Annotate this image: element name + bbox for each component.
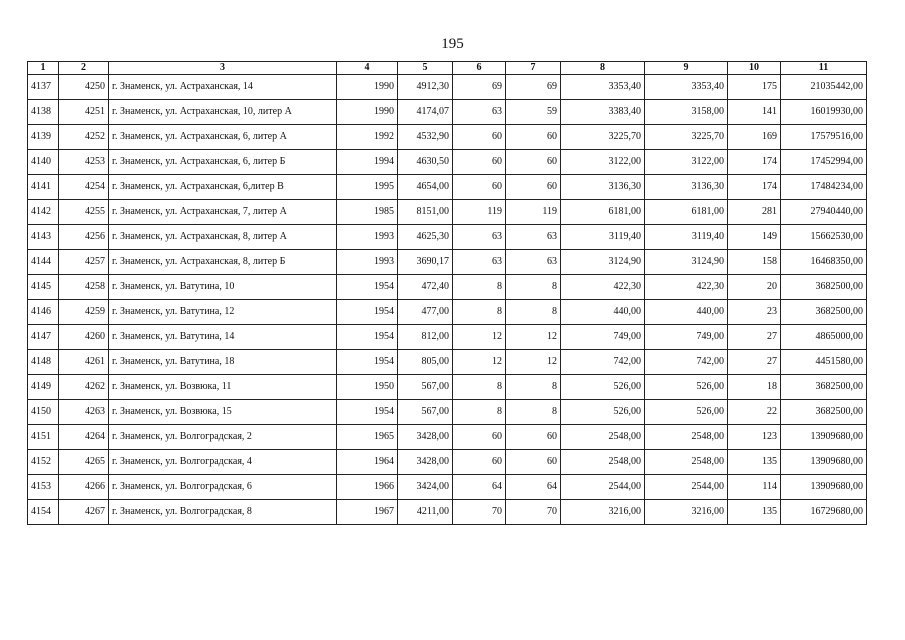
col10-cell: 141 — [728, 100, 781, 125]
page-number: 195 — [441, 36, 464, 52]
col6-cell: 8 — [453, 275, 506, 300]
row-index-cell: 4150 — [28, 400, 59, 425]
col7-cell: 12 — [506, 325, 561, 350]
total-area-cell: 567,00 — [398, 375, 453, 400]
row-index-cell: 4152 — [28, 450, 59, 475]
col10-cell: 174 — [728, 150, 781, 175]
total-area-cell: 4174,07 — [398, 100, 453, 125]
row-index-cell: 4141 — [28, 175, 59, 200]
total-area-cell: 4630,50 — [398, 150, 453, 175]
col6-cell: 60 — [453, 450, 506, 475]
total-area-cell: 812,00 — [398, 325, 453, 350]
year-cell: 1995 — [337, 175, 398, 200]
total-area-cell: 4211,00 — [398, 500, 453, 525]
address-cell: г. Знаменск, ул. Астраханская, 6, литер Б — [109, 150, 337, 175]
col8-cell: 3122,00 — [561, 150, 645, 175]
col6-cell: 12 — [453, 325, 506, 350]
table-row — [28, 100, 867, 125]
col8-cell: 526,00 — [561, 400, 645, 425]
address-cell: г. Знаменск, ул. Астраханская, 14 — [109, 75, 337, 100]
object-id-cell: 4257 — [59, 250, 109, 275]
total-area-cell: 805,00 — [398, 350, 453, 375]
col10-cell: 135 — [728, 450, 781, 475]
col7-cell: 12 — [506, 350, 561, 375]
col6-cell: 70 — [453, 500, 506, 525]
table-row — [28, 75, 867, 100]
row-index-cell: 4138 — [28, 100, 59, 125]
col7-cell: 63 — [506, 225, 561, 250]
col6-cell: 119 — [453, 200, 506, 225]
row-index-cell: 4148 — [28, 350, 59, 375]
column-header: 10 — [728, 62, 781, 75]
total-area-cell: 4912,30 — [398, 75, 453, 100]
year-cell: 1954 — [337, 275, 398, 300]
column-header: 3 — [109, 62, 337, 75]
col7-cell: 119 — [506, 200, 561, 225]
total-area-cell: 477,00 — [398, 300, 453, 325]
col6-cell: 8 — [453, 300, 506, 325]
object-id-cell: 4253 — [59, 150, 109, 175]
year-cell: 1954 — [337, 350, 398, 375]
year-cell: 1990 — [337, 100, 398, 125]
object-id-cell: 4251 — [59, 100, 109, 125]
col9-cell: 3119,40 — [645, 225, 728, 250]
row-index-cell: 4137 — [28, 75, 59, 100]
address-cell: г. Знаменск, ул. Ватутина, 14 — [109, 325, 337, 350]
year-cell: 1994 — [337, 150, 398, 175]
col8-cell: 3353,40 — [561, 75, 645, 100]
cost-cell: 3682500,00 — [781, 400, 867, 425]
address-cell: г. Знаменск, ул. Возвюка, 11 — [109, 375, 337, 400]
total-area-cell: 8151,00 — [398, 200, 453, 225]
cost-cell: 3682500,00 — [781, 375, 867, 400]
table-row — [28, 250, 867, 275]
col7-cell: 60 — [506, 150, 561, 175]
col8-cell: 2548,00 — [561, 425, 645, 450]
col10-cell: 22 — [728, 400, 781, 425]
col7-cell: 60 — [506, 450, 561, 475]
col6-cell: 60 — [453, 150, 506, 175]
table-row — [28, 350, 867, 375]
col7-cell: 69 — [506, 75, 561, 100]
column-header: 4 — [337, 62, 398, 75]
cost-cell: 4451580,00 — [781, 350, 867, 375]
row-index-cell: 4151 — [28, 425, 59, 450]
col9-cell: 749,00 — [645, 325, 728, 350]
object-id-cell: 4259 — [59, 300, 109, 325]
col6-cell: 12 — [453, 350, 506, 375]
col8-cell: 422,30 — [561, 275, 645, 300]
col6-cell: 60 — [453, 425, 506, 450]
year-cell: 1985 — [337, 200, 398, 225]
housing-registry-table — [27, 61, 867, 525]
column-header: 1 — [28, 62, 59, 75]
address-cell: г. Знаменск, ул. Волгоградская, 4 — [109, 450, 337, 475]
total-area-cell: 567,00 — [398, 400, 453, 425]
address-cell: г. Знаменск, ул. Астраханская, 8, литер Б — [109, 250, 337, 275]
table-row — [28, 400, 867, 425]
col9-cell: 422,30 — [645, 275, 728, 300]
col8-cell: 3216,00 — [561, 500, 645, 525]
column-header: 2 — [59, 62, 109, 75]
col8-cell: 742,00 — [561, 350, 645, 375]
row-index-cell: 4154 — [28, 500, 59, 525]
year-cell: 1965 — [337, 425, 398, 450]
object-id-cell: 4267 — [59, 500, 109, 525]
object-id-cell: 4264 — [59, 425, 109, 450]
table-row — [28, 375, 867, 400]
year-cell: 1993 — [337, 250, 398, 275]
cost-cell: 3682500,00 — [781, 300, 867, 325]
year-cell: 1993 — [337, 225, 398, 250]
object-id-cell: 4258 — [59, 275, 109, 300]
object-id-cell: 4266 — [59, 475, 109, 500]
cost-cell: 3682500,00 — [781, 275, 867, 300]
total-area-cell: 3428,00 — [398, 450, 453, 475]
col8-cell: 749,00 — [561, 325, 645, 350]
object-id-cell: 4260 — [59, 325, 109, 350]
object-id-cell: 4252 — [59, 125, 109, 150]
col6-cell: 8 — [453, 400, 506, 425]
col10-cell: 114 — [728, 475, 781, 500]
total-area-cell: 3690,17 — [398, 250, 453, 275]
object-id-cell: 4254 — [59, 175, 109, 200]
object-id-cell: 4262 — [59, 375, 109, 400]
col7-cell: 60 — [506, 125, 561, 150]
row-index-cell: 4153 — [28, 475, 59, 500]
total-area-cell: 3424,00 — [398, 475, 453, 500]
col9-cell: 3158,00 — [645, 100, 728, 125]
year-cell: 1990 — [337, 75, 398, 100]
col9-cell: 3353,40 — [645, 75, 728, 100]
table-row — [28, 175, 867, 200]
cost-cell: 27940440,00 — [781, 200, 867, 225]
cost-cell: 16468350,00 — [781, 250, 867, 275]
year-cell: 1954 — [337, 400, 398, 425]
col10-cell: 123 — [728, 425, 781, 450]
address-cell: г. Знаменск, ул. Астраханская, 6,литер В — [109, 175, 337, 200]
address-cell: г. Знаменск, ул. Ватутина, 18 — [109, 350, 337, 375]
row-index-cell: 4149 — [28, 375, 59, 400]
col7-cell: 63 — [506, 250, 561, 275]
col9-cell: 3122,00 — [645, 150, 728, 175]
col7-cell: 70 — [506, 500, 561, 525]
object-id-cell: 4263 — [59, 400, 109, 425]
table-row — [28, 125, 867, 150]
table-row — [28, 425, 867, 450]
col10-cell: 23 — [728, 300, 781, 325]
col8-cell: 440,00 — [561, 300, 645, 325]
col9-cell: 2548,00 — [645, 425, 728, 450]
address-cell: г. Знаменск, ул. Ватутина, 12 — [109, 300, 337, 325]
col8-cell: 3119,40 — [561, 225, 645, 250]
object-id-cell: 4250 — [59, 75, 109, 100]
object-id-cell: 4265 — [59, 450, 109, 475]
col10-cell: 135 — [728, 500, 781, 525]
col10-cell: 169 — [728, 125, 781, 150]
column-header: 9 — [645, 62, 728, 75]
col7-cell: 60 — [506, 175, 561, 200]
col6-cell: 60 — [453, 175, 506, 200]
col9-cell: 526,00 — [645, 375, 728, 400]
col8-cell: 2544,00 — [561, 475, 645, 500]
col9-cell: 3216,00 — [645, 500, 728, 525]
row-index-cell: 4144 — [28, 250, 59, 275]
cost-cell: 15662530,00 — [781, 225, 867, 250]
col9-cell: 526,00 — [645, 400, 728, 425]
header-row — [28, 62, 867, 75]
table-row — [28, 475, 867, 500]
col10-cell: 27 — [728, 325, 781, 350]
year-cell: 1967 — [337, 500, 398, 525]
table-row — [28, 225, 867, 250]
col6-cell: 60 — [453, 125, 506, 150]
column-header: 5 — [398, 62, 453, 75]
year-cell: 1992 — [337, 125, 398, 150]
col9-cell: 2544,00 — [645, 475, 728, 500]
address-cell: г. Знаменск, ул. Волгоградская, 8 — [109, 500, 337, 525]
col10-cell: 158 — [728, 250, 781, 275]
total-area-cell: 3428,00 — [398, 425, 453, 450]
row-index-cell: 4139 — [28, 125, 59, 150]
table-row — [28, 200, 867, 225]
total-area-cell: 4654,00 — [398, 175, 453, 200]
col7-cell: 8 — [506, 400, 561, 425]
row-index-cell: 4140 — [28, 150, 59, 175]
col6-cell: 64 — [453, 475, 506, 500]
cost-cell: 17452994,00 — [781, 150, 867, 175]
col8-cell: 2548,00 — [561, 450, 645, 475]
col10-cell: 27 — [728, 350, 781, 375]
address-cell: г. Знаменск, ул. Волгоградская, 6 — [109, 475, 337, 500]
column-header: 7 — [506, 62, 561, 75]
row-index-cell: 4146 — [28, 300, 59, 325]
year-cell: 1950 — [337, 375, 398, 400]
col7-cell: 8 — [506, 300, 561, 325]
col8-cell: 3225,70 — [561, 125, 645, 150]
cost-cell: 13909680,00 — [781, 425, 867, 450]
col9-cell: 440,00 — [645, 300, 728, 325]
table-row — [28, 300, 867, 325]
address-cell: г. Знаменск, ул. Астраханская, 8, литер А — [109, 225, 337, 250]
col9-cell: 3225,70 — [645, 125, 728, 150]
col9-cell: 6181,00 — [645, 200, 728, 225]
col6-cell: 69 — [453, 75, 506, 100]
address-cell: г. Знаменск, ул. Ватутина, 10 — [109, 275, 337, 300]
object-id-cell: 4256 — [59, 225, 109, 250]
cost-cell: 13909680,00 — [781, 475, 867, 500]
cost-cell: 13909680,00 — [781, 450, 867, 475]
col9-cell: 3136,30 — [645, 175, 728, 200]
address-cell: г. Знаменск, ул. Астраханская, 7, литер А — [109, 200, 337, 225]
col6-cell: 63 — [453, 100, 506, 125]
col9-cell: 742,00 — [645, 350, 728, 375]
col10-cell: 20 — [728, 275, 781, 300]
col6-cell: 63 — [453, 225, 506, 250]
year-cell: 1966 — [337, 475, 398, 500]
table-row — [28, 500, 867, 525]
object-id-cell: 4261 — [59, 350, 109, 375]
column-header: 11 — [781, 62, 867, 75]
cost-cell: 16729680,00 — [781, 500, 867, 525]
cost-cell: 17579516,00 — [781, 125, 867, 150]
cost-cell: 17484234,00 — [781, 175, 867, 200]
table-row — [28, 325, 867, 350]
table-body — [28, 75, 867, 525]
address-cell: г. Знаменск, ул. Астраханская, 6, литер А — [109, 125, 337, 150]
column-header: 6 — [453, 62, 506, 75]
row-index-cell: 4145 — [28, 275, 59, 300]
total-area-cell: 472,40 — [398, 275, 453, 300]
col9-cell: 2548,00 — [645, 450, 728, 475]
col7-cell: 60 — [506, 425, 561, 450]
col7-cell: 64 — [506, 475, 561, 500]
table-row — [28, 450, 867, 475]
year-cell: 1964 — [337, 450, 398, 475]
col6-cell: 8 — [453, 375, 506, 400]
col7-cell: 59 — [506, 100, 561, 125]
row-index-cell: 4142 — [28, 200, 59, 225]
year-cell: 1954 — [337, 325, 398, 350]
address-cell: г. Знаменск, ул. Астраханская, 10, литер А — [109, 100, 337, 125]
col8-cell: 3383,40 — [561, 100, 645, 125]
col6-cell: 63 — [453, 250, 506, 275]
table-row — [28, 275, 867, 300]
col10-cell: 18 — [728, 375, 781, 400]
col8-cell: 3124,90 — [561, 250, 645, 275]
total-area-cell: 4532,90 — [398, 125, 453, 150]
row-index-cell: 4143 — [28, 225, 59, 250]
col7-cell: 8 — [506, 375, 561, 400]
col8-cell: 6181,00 — [561, 200, 645, 225]
row-index-cell: 4147 — [28, 325, 59, 350]
col7-cell: 8 — [506, 275, 561, 300]
table-row — [28, 150, 867, 175]
column-header: 8 — [561, 62, 645, 75]
object-id-cell: 4255 — [59, 200, 109, 225]
cost-cell: 21035442,00 — [781, 75, 867, 100]
col10-cell: 174 — [728, 175, 781, 200]
cost-cell: 4865000,00 — [781, 325, 867, 350]
total-area-cell: 4625,30 — [398, 225, 453, 250]
col8-cell: 526,00 — [561, 375, 645, 400]
year-cell: 1954 — [337, 300, 398, 325]
col10-cell: 149 — [728, 225, 781, 250]
cost-cell: 16019930,00 — [781, 100, 867, 125]
col8-cell: 3136,30 — [561, 175, 645, 200]
col10-cell: 281 — [728, 200, 781, 225]
col10-cell: 175 — [728, 75, 781, 100]
col9-cell: 3124,90 — [645, 250, 728, 275]
address-cell: г. Знаменск, ул. Волгоградская, 2 — [109, 425, 337, 450]
address-cell: г. Знаменск, ул. Возвюка, 15 — [109, 400, 337, 425]
